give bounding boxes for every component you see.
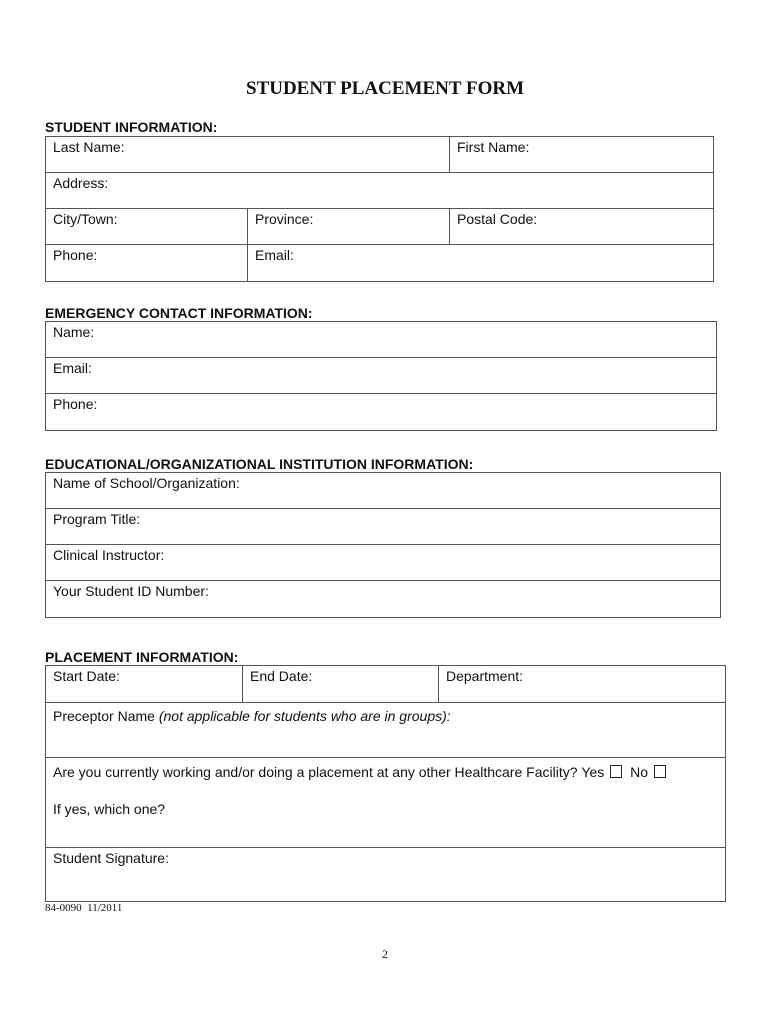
form-code: 84-0090 11/2011 [45,902,123,914]
first-name-field[interactable] [450,137,714,173]
phone-label: Phone: [53,247,98,263]
address-field[interactable] [46,173,714,209]
emergency-email-field[interactable] [46,358,717,394]
province-field[interactable] [248,209,450,245]
emergency-name-label: Name: [53,324,95,340]
institution-heading: EDUCATIONAL/ORGANIZATIONAL INSTITUTION INFORMATION: [45,456,474,472]
school-name-label: Name of School/Organization: [53,475,240,491]
emergency-phone-field[interactable] [46,394,717,431]
address-label: Address: [53,175,109,191]
email-label: Email: [255,247,294,263]
student-id-field[interactable] [46,581,721,618]
yes-checkbox[interactable] [610,765,622,778]
city-label: City/Town: [53,211,118,227]
other-facility-field[interactable] [46,758,726,848]
clinical-instructor-field[interactable] [46,545,721,581]
student-id-label: Your Student ID Number: [53,583,209,599]
preceptor-note: (not applicable for students who are in groups): [158,708,451,724]
phone-field[interactable] [46,245,248,282]
school-name-field[interactable] [46,473,721,509]
preceptor-name-field[interactable] [46,703,726,758]
which-facility-label: If yes, which one? [53,801,166,817]
start-date-field[interactable] [46,666,243,703]
last-name-label: Last Name: [53,139,125,155]
student-signature-label: Student Signature: [53,850,169,866]
first-name-label: First Name: [457,139,530,155]
last-name-field[interactable] [46,137,450,173]
preceptor-name-label: Preceptor Name [53,708,155,724]
yes-label: Yes [581,764,605,780]
clinical-instructor-label: Clinical Instructor: [53,547,165,563]
student-signature-field[interactable] [46,848,726,902]
end-date-field[interactable] [243,666,439,703]
placement-heading: PLACEMENT INFORMATION: [45,649,239,665]
email-field[interactable] [248,245,714,282]
end-date-label: End Date: [250,668,313,684]
page-number: 2 [382,947,388,961]
program-title-label: Program Title: [53,511,141,527]
program-title-field[interactable] [46,509,721,545]
no-checkbox[interactable] [654,765,666,778]
emergency-email-label: Email: [53,360,92,376]
placement-table [45,665,726,902]
postal-code-field[interactable] [450,209,714,245]
student-info-heading: STUDENT INFORMATION: [45,119,218,135]
emergency-name-field[interactable] [46,322,717,358]
postal-code-label: Postal Code: [457,211,538,227]
emergency-phone-label: Phone: [53,396,98,412]
institution-table [45,472,721,618]
start-date-label: Start Date: [53,668,120,684]
emergency-contact-table [45,321,717,431]
emergency-contact-heading: EMERGENCY CONTACT INFORMATION: [45,305,313,321]
no-label: No [630,764,649,780]
province-label: Province: [255,211,314,227]
department-field[interactable] [439,666,726,703]
department-label: Department: [446,668,524,684]
student-info-table [45,136,714,282]
city-field[interactable] [46,209,248,245]
other-facility-question: Are you currently working and/or doing a placement at any other Healthcare Facility? [53,764,578,780]
form-title: STUDENT PLACEMENT FORM [246,78,524,99]
